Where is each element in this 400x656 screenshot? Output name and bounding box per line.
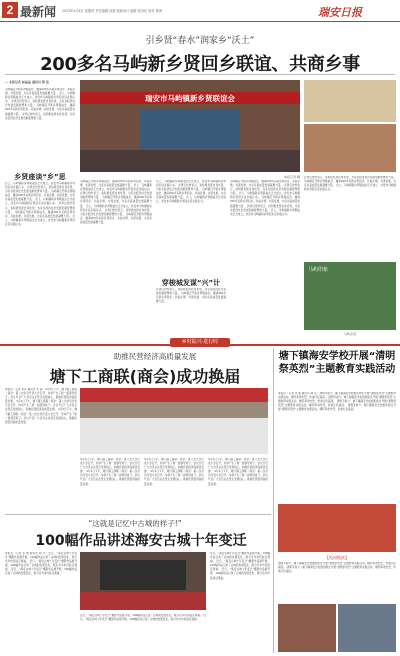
banner-text: 瑞安市马屿镇新乡贤联谊会	[145, 94, 235, 103]
lead-subhead-2: 穿梭城发谋“兴”计	[161, 279, 221, 287]
article2-body-col1: 本报讯（记者 李泽 通讯员 叶 斌）4月4日下午，塘下镇工商联（商会）第八次会员代表大会召开，选举产生了新一届领导班子。会议号召广大会员企业坚定发展信心，助推民营经济高质量发展。 4月4日下午，塘下镇工商联（商会）第八次会员代表大会召开，选举产生了新一届领导班子。会议号召广大会员企业坚定发展信心，助推民营经济高质量发展。 4月4日下午，塘下镇工商联（商会）第八次会员代表大会召开，选举产生了新一届领导班子。会议号召广大会员企业坚定发展信心，助推民营经济高质量发展。	[5, 388, 77, 424]
article2-body-col3: 4月4日下午，塘下镇工商联（商会）第八次会员代表大会召开，选举产生了新一届领导班子。会议号召广大会员企业坚定发展信心，助推民营经济高质量发展。 4月4日下午，塘下镇工商联（商会）第八次会员代表大会召开，选举产生了新一届领导班子。会议号召广大会员企业坚定发展信心，助推民营经济高质量发展。	[144, 458, 204, 486]
lead-body-col3b: 乡贤们纷纷表示，将积极发挥自身优势，为家乡经济社会发展贡献智慧和力量。 马屿镇召开新乡贤联谊会，邀请200多名新乡贤回乡，共叙乡情，共谋发展，为家乡高质量发展凝聚力量。	[156, 288, 226, 304]
date-line: 2023年4月6日 星期四 责任编辑 邱嘉 版面设计 编辑 张诗仪 校对 林涛	[62, 9, 162, 13]
gate	[100, 560, 186, 590]
exhibit-boards	[80, 592, 206, 610]
lead-headline: 200多名马屿新乡贤回乡联谊、共商乡事	[40, 54, 360, 75]
article3-photo-2	[278, 604, 336, 652]
lead-body-col3c: 马屿镇召开新乡贤联谊会，邀请200多名新乡贤回乡，共叙乡情，共谋发展，为家乡高质量发展凝聚力量。 乡贤们纷纷表示，将积极发挥自身优势，为家乡经济社会发展贡献智慧和力量。 会上，马屿镇新乡贤联谊会正式成立，并发布马屿镇新乡贤回乡返乡倡议书。 马屿镇召开新乡贤联谊会，邀请200多名新乡贤回乡，共叙乡情，共谋发展，为家乡高质量发展凝聚力量。 乡贤们纷纷表示，将积极发挥自身优势，为家乡经济社会发展贡献智慧和力量。 会上，马屿镇新乡贤联谊会正式成立，并发布马屿镇新乡贤回乡返乡倡议书。	[230, 180, 300, 216]
article2-tag: 乡村振兴·进行时	[170, 338, 230, 347]
stage	[80, 388, 268, 402]
audience	[80, 150, 300, 172]
divider	[5, 74, 395, 75]
divider-2	[5, 514, 271, 515]
lead-byline: □ 本报记者 林晶晶 通讯员 陈 佳	[5, 80, 50, 84]
article4-photo	[80, 552, 206, 610]
article4-body-col2: 近日，“海安古城十年变迁”摄影作品展开展，100幅作品记录了古城的发展变化，吸引众多市民驻足观看。 近日，“海安古城十年变迁”摄影作品展开展，100幅作品记录了古城的发展变化，吸引众多市民驻足观看。	[80, 614, 206, 622]
column-rule	[273, 348, 274, 653]
article3-body2: 清明节前夕，塘下镇海安学校组织师生开展“清明祭英烈”主题教育实践活动，缅怀革命先烈，传承红色基因。 清明节前夕，塘下镇海安学校组织师生开展“清明祭英烈”主题教育实践活动，缅怀革命先烈，传承红色基因。	[278, 562, 396, 574]
lead-kicker: 引乡贤“春水”润家乡“沃土”	[145, 36, 255, 46]
page-header	[0, 0, 400, 22]
article2-kicker: 助推民营经济高质量发展	[113, 352, 197, 361]
article2-headline: 塘下工商联(商会)成功换届	[49, 367, 241, 386]
lead-subhead-1: 乡贤座谈“乡”思	[14, 173, 66, 181]
screen	[140, 110, 240, 150]
side-photo-1	[304, 80, 396, 122]
article3-photo-1	[278, 504, 396, 552]
article3-photo-3	[338, 604, 396, 652]
article2-body-col4: 4月4日下午，塘下镇工商联（商会）第八次会员代表大会召开，选举产生了新一届领导班子。会议号召广大会员企业坚定发展信心，助推民营经济高质量发展。 4月4日下午，塘下镇工商联（商会）第八次会员代表大会召开，选举产生了新一届领导班子。会议号召广大会员企业坚定发展信心，助推民营经济高质量发展。	[208, 458, 268, 486]
photo-caption: 本报记者 摄	[284, 175, 300, 179]
section-title: 最新闻	[20, 5, 57, 19]
article3-caption: 【校园链接】	[325, 555, 349, 560]
article4-body-col3: 近日，“海安古城十年变迁”摄影作品展开展，100幅作品记录了古城的发展变化，吸引众多市民驻足观看。 近日，“海安古城十年变迁”摄影作品展开展，100幅作品记录了古城的发展变化，吸引众多市民驻足观看。 近日，“海安古城十年变迁”摄影作品展开展，100幅作品记录了古城的发展变化，吸引众多市民驻足观看。	[210, 552, 270, 580]
lead-body-col3a: 会上，马屿镇新乡贤联谊会正式成立，并发布马屿镇新乡贤回乡返乡倡议书。 乡贤们纷纷表示，将积极发挥自身优势，为家乡经济社会发展贡献智慧和力量。 马屿镇召开新乡贤联谊会，邀请200多名新乡贤回乡，共叙乡情，共谋发展，为家乡高质量发展凝聚力量。 会上，马屿镇新乡贤联谊会正式成立，并发布马屿镇新乡贤回乡返乡倡议书。	[156, 180, 226, 204]
article3-body: 本报讯（记者 朱 建 通讯员 林 岳）清明节前夕，塘下镇海安学校组织师生开展“清明祭英烈”主题教育实践活动，缅怀革命先烈，传承红色基因。 清明节前夕，塘下镇海安学校组织师生开展“清明祭英烈”主题教育实践活动，缅怀革命先烈，传承红色基因。 清明节前夕，塘下镇海安学校组织师生开展“清明祭英烈”主题教育实践活动，缅怀革命先烈，传承红色基因。 清明节前夕，塘下镇海安学校组织师生开展“清明祭英烈”主题教育实践活动，缅怀革命先烈，传承红色基因。	[278, 392, 396, 412]
side-photo-3	[304, 262, 396, 330]
side-inset: 马屿印象	[308, 267, 329, 273]
lead-body-col2: 马屿镇召开新乡贤联谊会，邀请200多名新乡贤回乡，共叙乡情，共谋发展，为家乡高质量发展凝聚力量。 会上，马屿镇新乡贤联谊会正式成立，并发布马屿镇新乡贤回乡返乡倡议书。 乡贤们纷纷表示，将积极发挥自身优势，为家乡经济社会发展贡献智慧和力量。 马屿镇召开新乡贤联谊会，邀请200多名新乡贤回乡，共叙乡情，共谋发展，为家乡高质量发展凝聚力量。 会上，马屿镇新乡贤联谊会正式成立，并发布马屿镇新乡贤回乡返乡倡议书。 乡贤们纷纷表示，将积极发挥自身优势，为家乡经济社会发展贡献智慧和力量。 马屿镇召开新乡贤联谊会，邀请200多名新乡贤回乡，共叙乡情，共谋发展，为家乡高质量发展凝聚力量。	[80, 180, 152, 224]
lead-body-col1: 马屿镇召开新乡贤联谊会，邀请200多名新乡贤回乡，共叙乡情，共谋发展，为家乡高质量发展凝聚力量。 会上，马屿镇新乡贤联谊会正式成立，并发布马屿镇新乡贤回乡返乡倡议书。 乡贤们纷纷表示，将积极发挥自身优势，为家乡经济社会发展贡献智慧和力量。 马屿镇召开新乡贤联谊会，邀请200多名新乡贤回乡，共叙乡情，共谋发展，为家乡高质量发展凝聚力量。 乡贤们纷纷表示，将积极发挥自身优势，为家乡经济社会发展贡献智慧和力量。	[5, 88, 75, 120]
article4-kicker: “这就是记忆中古城的样子!”	[88, 519, 182, 528]
newspaper-logo: 瑞安日报	[318, 6, 362, 19]
side-caption: 马屿全景	[343, 332, 356, 336]
page-number: 2	[2, 2, 18, 18]
article3-headline: 塘下镇海安学校开展“清明祭英烈”主题教育实践活动	[278, 351, 396, 375]
article4-body-col1: 本报讯（记者 李 明 通讯员 陈 平）近日，“海安古城十年变迁”摄影作品展开展，100幅作品记录了古城的发展变化，吸引众多市民驻足观看。 近日，“海安古城十年变迁”摄影作品展开展，100幅作品记录了古城的发展变化，吸引众多市民驻足观看。 近日，“海安古城十年变迁”摄影作品展开展，100幅作品记录了古城的发展变化，吸引众多市民驻足观看。	[5, 552, 77, 576]
side-photo-2	[304, 124, 396, 172]
lead-photo	[80, 80, 300, 172]
audience-seats	[80, 418, 268, 454]
article2-photo	[80, 388, 268, 454]
lead-body-col4: 乡贤们纷纷表示，将积极发挥自身优势，为家乡经济社会发展贡献智慧和力量。 马屿镇召开新乡贤联谊会，邀请200多名新乡贤回乡，共叙乡情，共谋发展，为家乡高质量发展凝聚力量。 会上，马屿镇新乡贤联谊会正式成立，并发布马屿镇新乡贤回乡返乡倡议书。	[304, 176, 396, 192]
article4-headline: 100幅作品讲述海安古城十年变迁	[35, 533, 247, 549]
lead-body-col1b: 会上，马屿镇新乡贤联谊会正式成立，并发布马屿镇新乡贤回乡返乡倡议书。 乡贤们纷纷表示，将积极发挥自身优势，为家乡经济社会发展贡献智慧和力量。 马屿镇召开新乡贤联谊会，邀请200多名新乡贤回乡，共叙乡情，共谋发展，为家乡高质量发展凝聚力量。 会上，马屿镇新乡贤联谊会正式成立，并发布马屿镇新乡贤回乡返乡倡议书。 乡贤们纷纷表示，将积极发挥自身优势，为家乡经济社会发展贡献智慧和力量。 马屿镇召开新乡贤联谊会，邀请200多名新乡贤回乡，共叙乡情，共谋发展，为家乡高质量发展凝聚力量。 会上，马屿镇新乡贤联谊会正式成立，并发布马屿镇新乡贤回乡返乡倡议书。	[5, 182, 75, 226]
article2-body-col2: 4月4日下午，塘下镇工商联（商会）第八次会员代表大会召开，选举产生了新一届领导班子。会议号召广大会员企业坚定发展信心，助推民营经济高质量发展。 4月4日下午，塘下镇工商联（商会）第八次会员代表大会召开，选举产生了新一届领导班子。会议号召广大会员企业坚定发展信心，助推民营经济高质量发展。	[80, 458, 140, 486]
